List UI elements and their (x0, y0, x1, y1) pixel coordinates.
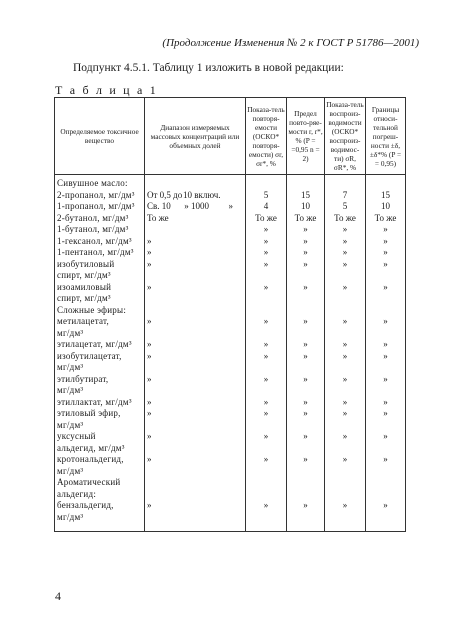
page-header: (Продолжение Изменения № 2 к ГОСТ Р 51786—2001) (162, 37, 419, 49)
substance-cell: этиловый эфир, (55, 408, 145, 420)
repeatability-limit-cell (287, 443, 325, 455)
reproducibility-index-cell (325, 362, 366, 374)
reproducibility-index-cell (325, 270, 366, 282)
repeatability-limit-cell: » (287, 339, 325, 351)
table-row (55, 270, 406, 282)
table-row (55, 190, 406, 202)
table-row (55, 374, 406, 386)
table-body (55, 175, 406, 532)
bottom-cell (325, 523, 366, 532)
table-row (55, 305, 406, 317)
repeatability-limit-cell (287, 477, 325, 489)
range-cell (145, 397, 246, 409)
repeatability-index-cell: » (246, 224, 287, 236)
repeatability-limit-cell (287, 328, 325, 340)
range-cell (145, 500, 246, 512)
range-part: » (147, 408, 152, 418)
range-cell (145, 443, 246, 455)
reproducibility-index-cell: » (325, 259, 366, 271)
bottom-cell (145, 523, 246, 532)
repeatability-index-cell: То же (246, 213, 287, 225)
error-bounds-cell: » (366, 408, 406, 420)
repeatability-index-cell (246, 178, 287, 190)
table-row (55, 397, 406, 409)
range-cell (145, 339, 246, 351)
range-part: » (147, 500, 152, 510)
repeatability-limit-cell (287, 305, 325, 317)
reproducibility-index-cell: 5 (325, 201, 366, 213)
repeatability-limit-cell: » (287, 374, 325, 386)
reproducibility-index-cell: » (325, 397, 366, 409)
repeatability-index-cell: » (246, 316, 287, 328)
substance-cell: этилацетат, мг/дм³ (55, 339, 145, 351)
reproducibility-index-cell (325, 178, 366, 190)
range-cell (145, 431, 246, 443)
table-header-row (55, 98, 406, 175)
reproducibility-index-cell (325, 293, 366, 305)
range-cell (145, 236, 246, 248)
repeatability-index-cell: » (246, 259, 287, 271)
substance-cell: альдегид: (55, 489, 145, 501)
range-part: 10 включ. (183, 189, 221, 200)
repeatability-limit-cell (287, 178, 325, 190)
reproducibility-index-cell: » (325, 500, 366, 512)
repeatability-limit-cell: » (287, 259, 325, 271)
range-cell (145, 247, 246, 259)
repeatability-index-cell: » (246, 236, 287, 248)
repeatability-index-cell: » (246, 374, 287, 386)
range-part: » (147, 316, 152, 326)
data-table (54, 97, 406, 532)
reproducibility-index-cell: » (325, 454, 366, 466)
repeatability-limit-cell: » (287, 351, 325, 363)
substance-cell: спирт, мг/дм³ (55, 293, 145, 305)
repeatability-limit-cell: » (287, 282, 325, 294)
repeatability-index-cell: » (246, 339, 287, 351)
reproducibility-index-cell (325, 305, 366, 317)
repeatability-index-cell (246, 477, 287, 489)
repeatability-index-cell (246, 489, 287, 501)
table-row (55, 408, 406, 420)
error-bounds-cell (366, 477, 406, 489)
table-row (55, 339, 406, 351)
reproducibility-index-cell: » (325, 351, 366, 363)
table-row (55, 178, 406, 190)
repeatability-index-cell (246, 362, 287, 374)
repeatability-index-cell: » (246, 408, 287, 420)
error-bounds-cell (366, 293, 406, 305)
table-row (55, 466, 406, 478)
repeatability-index-cell: 5 (246, 190, 287, 202)
table-row (55, 236, 406, 248)
substance-cell: мг/дм³ (55, 512, 145, 524)
error-bounds-cell (366, 512, 406, 524)
repeatability-limit-cell (287, 512, 325, 524)
repeatability-limit-cell: 15 (287, 190, 325, 202)
repeatability-index-cell (246, 443, 287, 455)
error-bounds-cell (366, 270, 406, 282)
bottom-cell (287, 523, 325, 532)
substance-cell: мг/дм³ (55, 466, 145, 478)
range-part: » (147, 373, 152, 384)
table-label: Т а б л и ц а 1 (55, 83, 158, 97)
substance-cell: изобутиловый (55, 259, 145, 271)
reproducibility-index-cell: 7 (325, 190, 366, 202)
substance-cell: мг/дм³ (55, 420, 145, 432)
repeatability-limit-cell (287, 489, 325, 501)
range-cell (145, 466, 246, 478)
reproducibility-index-cell: » (325, 282, 366, 294)
repeatability-limit-cell: » (287, 500, 325, 512)
reproducibility-index-cell (325, 420, 366, 432)
substance-cell: бензальдегид, (55, 500, 145, 512)
repeatability-index-cell (246, 305, 287, 317)
range-part: » (147, 350, 152, 361)
table-row (55, 259, 406, 271)
range-cell (145, 408, 246, 420)
table-row (55, 282, 406, 294)
reproducibility-index-cell (325, 328, 366, 340)
error-bounds-cell: » (366, 374, 406, 386)
repeatability-index-cell: » (246, 397, 287, 409)
repeatability-index-cell: » (246, 282, 287, 294)
range-part: » 1000 (184, 201, 209, 211)
header-repeatability-index: Показа-тель повторя-емости (ОСКО* повторя-емости) σr, σr*, % (246, 98, 287, 175)
repeatability-limit-cell: » (287, 408, 325, 420)
repeatability-limit-cell: » (287, 431, 325, 443)
range-part: » (147, 454, 152, 464)
substance-cell: 2-пропанол, мг/дм³ (55, 190, 145, 202)
reproducibility-index-cell: То же (325, 213, 366, 225)
range-part: » (147, 281, 152, 292)
error-bounds-cell (366, 489, 406, 501)
range-cell (145, 224, 246, 236)
error-bounds-cell (366, 328, 406, 340)
range-part: » (147, 235, 152, 246)
range-cell (145, 512, 246, 524)
range-part: » (147, 339, 152, 349)
reproducibility-index-cell: » (325, 316, 366, 328)
table-row (55, 431, 406, 443)
range-cell (145, 328, 246, 340)
substance-cell: 1-гексанол, мг/дм³ (55, 236, 145, 248)
repeatability-index-cell (246, 512, 287, 524)
range-cell (145, 477, 246, 489)
substance-cell: 1-пентанол, мг/дм³ (55, 247, 145, 259)
reproducibility-index-cell (325, 512, 366, 524)
range-cell (145, 213, 246, 225)
error-bounds-cell (366, 362, 406, 374)
reproducibility-index-cell: » (325, 224, 366, 236)
repeatability-limit-cell: » (287, 224, 325, 236)
substance-cell: изобутилацетат, (55, 351, 145, 363)
range-cell (145, 305, 246, 317)
range-cell (145, 201, 246, 213)
repeatability-limit-cell: » (287, 247, 325, 259)
range-cell (145, 489, 246, 501)
table-row (55, 477, 406, 489)
range-part: Св. 10 (147, 201, 171, 211)
error-bounds-cell: » (366, 500, 406, 512)
range-cell (145, 420, 246, 432)
repeatability-index-cell: » (246, 454, 287, 466)
table-row (55, 316, 406, 328)
repeatability-index-cell (246, 328, 287, 340)
substance-cell: мг/дм³ (55, 328, 145, 340)
error-bounds-cell: » (366, 454, 406, 466)
header-repeatability-limit: Предел повто-ряе-мости r, r*, % (P = =0,95 n = 2) (287, 98, 325, 175)
reproducibility-index-cell (325, 385, 366, 397)
error-bounds-cell (366, 420, 406, 432)
table-row (55, 500, 406, 512)
substance-cell: кротональдегид, (55, 454, 145, 466)
bottom-cell (366, 523, 406, 532)
table-row (55, 293, 406, 305)
table-row (55, 224, 406, 236)
repeatability-limit-cell (287, 362, 325, 374)
repeatability-index-cell: » (246, 351, 287, 363)
range-cell (145, 351, 246, 363)
error-bounds-cell: » (366, 282, 406, 294)
range-cell (145, 259, 246, 271)
substance-cell: мг/дм³ (55, 385, 145, 397)
substance-cell: мг/дм³ (55, 362, 145, 374)
range-part: » (228, 201, 233, 211)
repeatability-limit-cell: То же (287, 213, 325, 225)
table-row (55, 385, 406, 397)
reproducibility-index-cell: » (325, 374, 366, 386)
substance-cell: уксусный (55, 431, 145, 443)
error-bounds-cell (366, 178, 406, 190)
table-row (55, 489, 406, 501)
range-part: » (147, 396, 152, 407)
repeatability-index-cell: » (246, 431, 287, 443)
repeatability-index-cell: » (246, 500, 287, 512)
range-cell (145, 270, 246, 282)
repeatability-index-cell: 4 (246, 201, 287, 213)
table-row (55, 247, 406, 259)
reproducibility-index-cell (325, 477, 366, 489)
table-row (55, 328, 406, 340)
substance-cell: Сложные эфиры: (55, 305, 145, 317)
substance-cell: метилацетат, (55, 316, 145, 328)
range-cell (145, 385, 246, 397)
reproducibility-index-cell (325, 466, 366, 478)
error-bounds-cell: » (366, 259, 406, 271)
reproducibility-index-cell: » (325, 236, 366, 248)
substance-cell: Сивушное масло: (55, 178, 145, 190)
header-reproducibility-index: Показа-тель воспроиз-водимости (ОСКО* воспроиз-водимос-ти) σR, σR*, % (325, 98, 366, 175)
reproducibility-index-cell: » (325, 339, 366, 351)
range-part: От 0,5 до (147, 189, 183, 200)
repeatability-limit-cell (287, 420, 325, 432)
error-bounds-cell: » (366, 236, 406, 248)
repeatability-limit-cell (287, 466, 325, 478)
table-row (55, 512, 406, 524)
table-row (55, 351, 406, 363)
table-row (55, 362, 406, 374)
repeatability-limit-cell (287, 385, 325, 397)
substance-cell: 1-бутанол, мг/дм³ (55, 224, 145, 236)
range-cell (145, 178, 246, 190)
table-row (55, 420, 406, 432)
table-row (55, 454, 406, 466)
header-range: Диапазон измеряемых массовых концентраций или объемных долей (145, 98, 246, 175)
error-bounds-cell: » (366, 431, 406, 443)
range-part: То же (147, 212, 169, 223)
range-cell (145, 190, 246, 202)
substance-cell: альдегид, мг/дм³ (55, 443, 145, 455)
error-bounds-cell (366, 443, 406, 455)
reproducibility-index-cell: » (325, 408, 366, 420)
error-bounds-cell (366, 305, 406, 317)
table-row (55, 443, 406, 455)
error-bounds-cell: » (366, 247, 406, 259)
table-row (55, 213, 406, 225)
substance-cell: этилбутират, (55, 374, 145, 386)
error-bounds-cell: » (366, 339, 406, 351)
range-part: » (147, 247, 152, 257)
repeatability-index-cell (246, 466, 287, 478)
table-bottom-row (55, 523, 406, 532)
error-bounds-cell: » (366, 316, 406, 328)
reproducibility-index-cell (325, 489, 366, 501)
range-part: » (147, 431, 152, 441)
bottom-cell (55, 523, 145, 532)
header-substance: Определяемое токсичное вещество (55, 98, 145, 175)
reproducibility-index-cell (325, 443, 366, 455)
page-number: 4 (55, 589, 61, 603)
error-bounds-cell (366, 466, 406, 478)
range-cell (145, 374, 246, 386)
repeatability-limit-cell (287, 293, 325, 305)
bottom-cell (246, 523, 287, 532)
header-error-bounds: Границы относи-тельной погреш-ности ±δ, ±δ*% (P = = 0,95) (366, 98, 406, 175)
repeatability-limit-cell: » (287, 316, 325, 328)
substance-cell: спирт, мг/дм³ (55, 270, 145, 282)
substance-cell: изоамиловый (55, 282, 145, 294)
substance-cell: Ароматический (55, 477, 145, 489)
repeatability-limit-cell: » (287, 454, 325, 466)
intro-text: Подпункт 4.5.1. Таблицу 1 изложить в новой редакции: (73, 62, 344, 74)
range-cell (145, 282, 246, 294)
range-part: » (147, 258, 152, 269)
substance-cell: 2-бутанол, мг/дм³ (55, 213, 145, 225)
repeatability-index-cell (246, 420, 287, 432)
error-bounds-cell: 15 (366, 190, 406, 202)
range-cell (145, 362, 246, 374)
error-bounds-cell: То же (366, 213, 406, 225)
repeatability-limit-cell: 10 (287, 201, 325, 213)
repeatability-limit-cell: » (287, 397, 325, 409)
error-bounds-cell: » (366, 224, 406, 236)
substance-cell: 1-пропанол, мг/дм³ (55, 201, 145, 213)
error-bounds-cell: » (366, 397, 406, 409)
repeatability-index-cell: » (246, 247, 287, 259)
substance-cell: этиллактат, мг/дм³ (55, 397, 145, 409)
repeatability-limit-cell (287, 270, 325, 282)
repeatability-limit-cell: » (287, 236, 325, 248)
error-bounds-cell: » (366, 351, 406, 363)
error-bounds-cell: 10 (366, 201, 406, 213)
repeatability-index-cell (246, 293, 287, 305)
error-bounds-cell (366, 385, 406, 397)
range-cell (145, 454, 246, 466)
reproducibility-index-cell: » (325, 247, 366, 259)
reproducibility-index-cell: » (325, 431, 366, 443)
repeatability-index-cell (246, 385, 287, 397)
table-row (55, 201, 406, 213)
range-cell (145, 293, 246, 305)
repeatability-index-cell (246, 270, 287, 282)
range-cell (145, 316, 246, 328)
